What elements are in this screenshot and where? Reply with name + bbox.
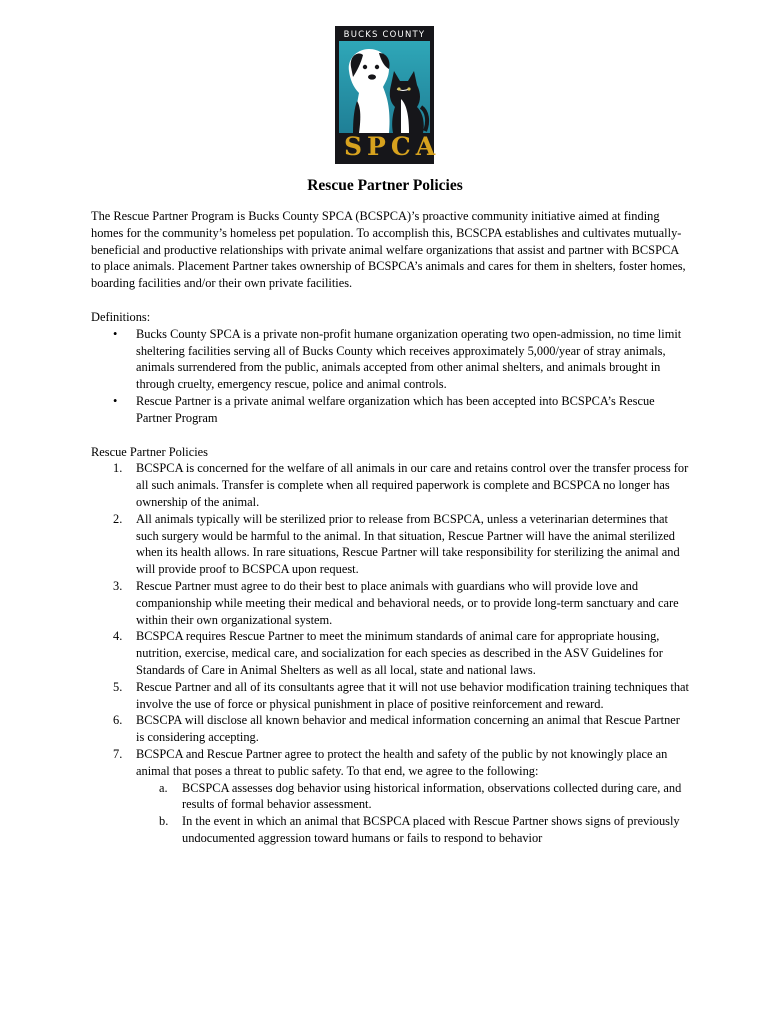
policy-text: BCSCPA will disclose all known behavior and medical information concerning an animal that Rescue Partner is considering accepting.	[136, 713, 680, 745]
list-item	[113, 460, 691, 510]
definition-text: Bucks County SPCA is a private non-profit humane organization operating two open-admission, no time limit sheltering facilities serving all of Bucks County which receives approximately 5,000/year of stray animals, animals surrendered from the public, animals accepted from other animal shelters, and animals brought in through cruelty, emergency rescue, police and animal controls.	[136, 326, 682, 392]
list-item	[159, 780, 691, 814]
definitions-heading: Definitions:	[91, 309, 151, 324]
logo-bottom-text: SPCA	[344, 132, 441, 161]
sub-policy-text: BCSPCA assesses dog behavior using historical information, observations collected during care, and results of formal behavior assessment.	[182, 780, 682, 812]
list-item	[113, 628, 691, 678]
policy-number: 3.	[113, 578, 123, 593]
sub-policy-text: In the event in which an animal that BCSPCA placed with Rescue Partner shows signs of previously undocumented aggression toward humans or fails to respond to behavior	[182, 814, 680, 845]
policy-number: 1.	[113, 461, 123, 476]
list-item	[113, 578, 691, 628]
definitions-list	[91, 326, 691, 427]
policy-text: BCSPCA and Rescue Partner agree to protect the health and safety of the public by not knowingly place an animal that poses a threat to public safety. To that end, we agree to the following:	[136, 746, 668, 778]
policy-text: Rescue Partner must agree to do their best to place animals with guardians who will provide love and companionship while meeting their medical and behavioral needs, or to provide long-term sanctuary and care within their own organizational system.	[136, 578, 679, 627]
bullet-icon: •	[113, 393, 118, 408]
policy-text: BCSPCA is concerned for the welfare of all animals in our care and retains control over the transfer process for all such animals. Transfer is complete when all required paperwork is complete and BCSPCA no longer has ownership of the animal.	[136, 461, 689, 509]
sub-policy-letter: a.	[159, 780, 168, 795]
bcspca-logo	[335, 26, 441, 164]
document-body	[91, 208, 691, 847]
definition-text: Rescue Partner is a private animal welfare organization which has been accepted into BCSPCA’s Rescue Partner Program	[136, 393, 655, 425]
sub-policy-list	[136, 780, 691, 847]
list-item	[113, 393, 691, 427]
list-item	[113, 511, 691, 578]
list-item	[113, 326, 691, 393]
policy-text: All animals typically will be sterilized prior to release from BCSPCA, unless a veterinarian determines that such surgery would be harmful to the animal. In that situation, Rescue Partner will have the animal sterilized when its health allows. In rare situations, Rescue Partner will take responsibility for sterilizing the animal and will provide proof to BCSPCA upon request.	[136, 511, 680, 577]
policies-list	[91, 460, 691, 846]
list-item	[113, 679, 691, 713]
bullet-icon: •	[113, 326, 118, 341]
policy-number: 5.	[113, 679, 123, 694]
intro-paragraph: The Rescue Partner Program is Bucks County SPCA (BCSPCA)’s proactive community initiative aimed at finding homes for the community’s homeless pet population. To accomplish this, BCSCPA establishes and cultivates mutually-beneficial and productive relationships with private animal welfare organizations that assist and partner with BCSPCA to place animals. Placement Partner takes ownership of BCSPCA’s animals and cares for them in shelters, foster homes, boarding facilities and/or their own private facilities.	[91, 209, 686, 291]
list-item	[113, 712, 691, 746]
policies-heading: Rescue Partner Policies	[91, 444, 208, 459]
policy-number: 4.	[113, 629, 123, 644]
policy-number: 7.	[113, 746, 123, 761]
page-title: Rescue Partner Policies	[307, 177, 463, 194]
dog-and-cat-illustration	[339, 41, 430, 133]
policy-number: 6.	[113, 713, 123, 728]
sub-policy-letter: b.	[159, 814, 169, 829]
list-item	[113, 746, 691, 847]
logo-top-text: BUCKS COUNTY	[343, 30, 426, 40]
policy-text: Rescue Partner and all of its consultants agree that it will not use behavior modification training techniques that involve the use of force or physical punishment in place of positive reinforcement and reward.	[136, 679, 689, 711]
list-item	[159, 813, 691, 847]
policy-text: BCSPCA requires Rescue Partner to meet the minimum standards of animal care for appropriate housing, nutrition, exercise, medical care, and socialization for each species as described in the ASV Guidelines for Standards of Care in Animal Shelters as well as all local, state and national laws.	[136, 629, 663, 677]
policy-number: 2.	[113, 511, 123, 526]
